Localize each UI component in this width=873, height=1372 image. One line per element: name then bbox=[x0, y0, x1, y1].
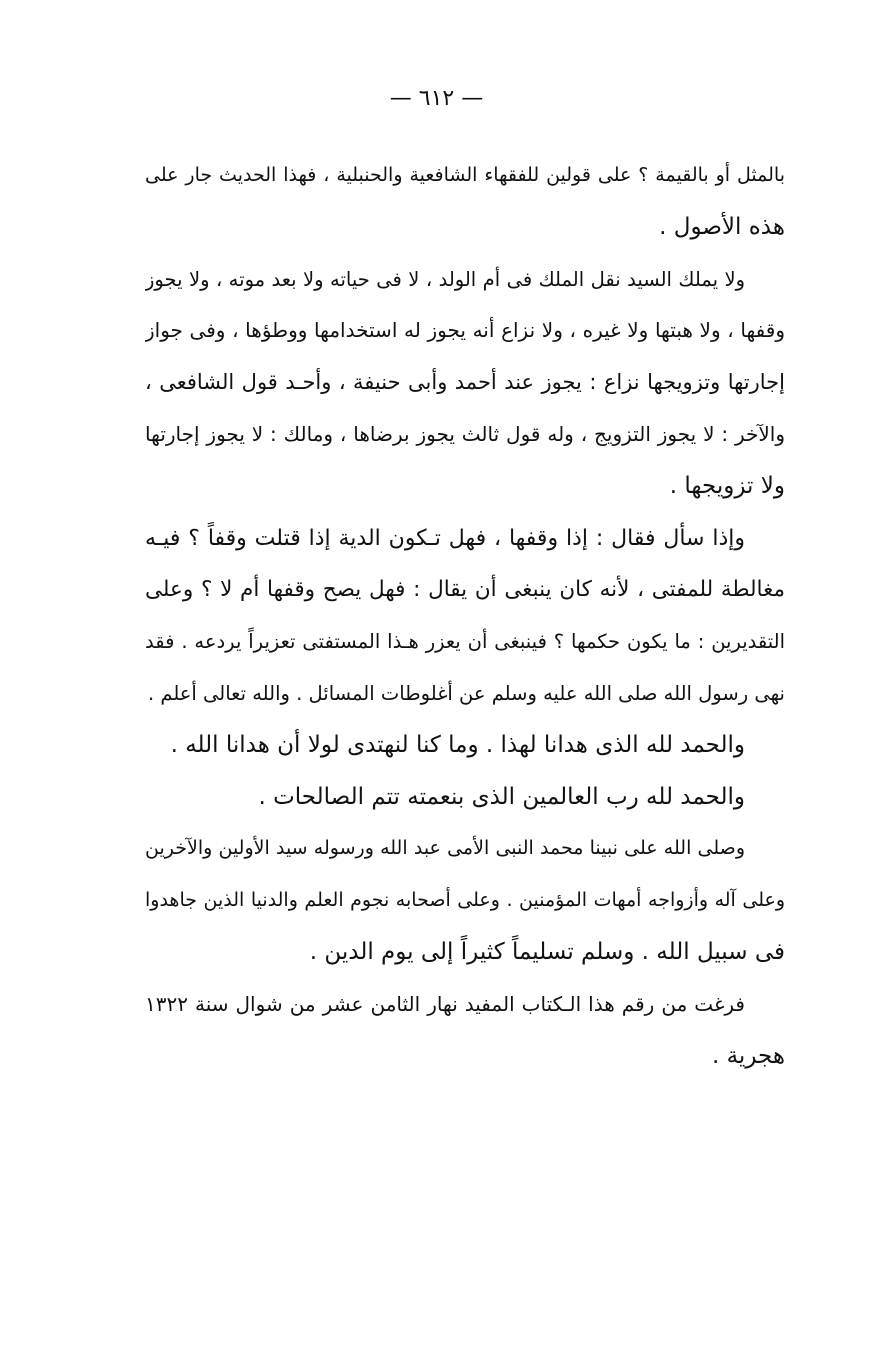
text-line: وصلى الله على نبينا محمد النبى الأمى عبد الله ورسوله سيد الأولين والآخرين bbox=[145, 837, 745, 860]
text-line: نهى رسول الله صلى الله عليه وسلم عن أغلوطات المسائل . والله تعالى أعلم . bbox=[147, 681, 785, 705]
text-line: وعلى آله وأزواجه أمهات المؤمنين . وعلى أصحابه نجوم العلم والدنيا الذين جاهدوا bbox=[145, 889, 785, 912]
text-line: والآخر : لا يجوز التزويج ، وله قول ثالث يجوز برضاها ، ومالك : لا يجوز إجارتها bbox=[145, 421, 785, 446]
text-line: فرغت من رقم هذا الـكتاب المفيد نهار الثامن عشر من شوال سنة ١٣٢٢ bbox=[145, 991, 745, 1016]
text-line: ولا يملك السيد نقل الملك فى أم الولد ، لا فى حياته ولا بعد موته ، ولا يجوز bbox=[145, 267, 745, 291]
text-line: وقفها ، ولا هبتها ولا غيره ، ولا نزاع أنه يجوز له استخدامها ووطؤها ، وفى جواز bbox=[145, 318, 785, 343]
body-text bbox=[145, 150, 785, 1082]
text-line: إجارتها وتزويجها نزاع : يجوز عند أحمد وأبى حنيفة ، وأحـد قول الشافعى ، bbox=[145, 370, 785, 395]
text-line: والحمد لله رب العالمين الذى بنعمته تتم الصالحات . bbox=[258, 783, 745, 810]
text-line: بالمثل أو بالقيمة ؟ على قولين للفقهاء الشافعية والحنبلية ، فهذا الحديث جار على bbox=[145, 164, 785, 186]
text-line: وإذا سأل فقال : إذا وقفها ، فهل تـكون الدية إذا قتلت وقفاً ؟ فيـه bbox=[145, 525, 745, 551]
text-line: والحمد لله الذى هدانا لهذا . وما كنا لنهتدى لولا أن هدانا الله . bbox=[170, 731, 745, 758]
text-line: مغالطة للمفتى ، لأنه كان ينبغى أن يقال : فهل يصح وقفها أم لا ؟ وعلى bbox=[145, 577, 785, 603]
text-line: التقديرين : ما يكون حكمها ؟ فينبغى أن يعزر هـذا المستفتى تعزيراً يردعه . فقد bbox=[145, 630, 785, 654]
text-line: هجرية . bbox=[711, 1042, 785, 1069]
text-line: فى سبيل الله . وسلم تسليماً كثيراً إلى يوم الدين . bbox=[309, 938, 785, 965]
page-number: — ٦١٢ — bbox=[389, 86, 484, 111]
text-line: هذه الأصول . bbox=[659, 213, 785, 240]
text-line: ولا تزويجها . bbox=[669, 472, 785, 499]
